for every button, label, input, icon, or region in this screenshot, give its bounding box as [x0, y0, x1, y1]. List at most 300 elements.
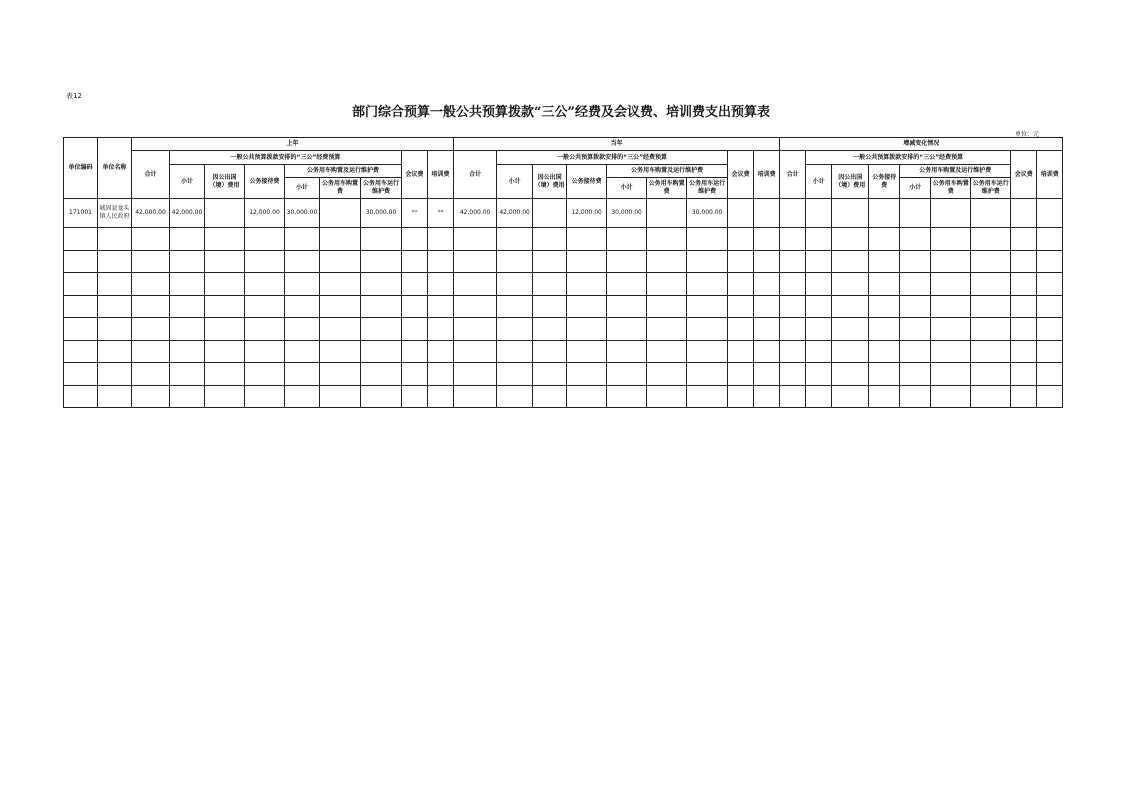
empty-cell — [361, 385, 402, 408]
empty-cell — [402, 228, 428, 251]
header-curr-three-public: 一般公共预算拨款安排的“三公”经费预算 — [497, 151, 728, 165]
empty-cell — [170, 250, 205, 273]
cell-prev-training: ** — [428, 199, 454, 228]
empty-cell — [900, 250, 931, 273]
empty-cell — [132, 363, 170, 386]
empty-cell — [728, 363, 754, 386]
empty-cell — [245, 363, 285, 386]
empty-cell — [245, 340, 285, 363]
empty-cell — [533, 385, 567, 408]
header-change-training: 培训费 — [1037, 151, 1063, 199]
header-unit-name: 单位名称 — [98, 138, 132, 199]
header-prev-vehicle: 公务用车购置及运行维护费 — [285, 165, 402, 178]
empty-cell — [285, 250, 320, 273]
empty-cell — [607, 250, 647, 273]
cell-prev-vehicle-operation: 30,000.00 — [361, 199, 402, 228]
empty-cell — [64, 228, 98, 251]
empty-cell — [64, 250, 98, 273]
empty-cell — [687, 340, 728, 363]
empty-cell — [1011, 295, 1037, 318]
empty-cell — [806, 295, 832, 318]
header-unit-code: 单位编码 — [64, 138, 98, 199]
empty-cell — [869, 363, 900, 386]
empty-cell — [320, 273, 361, 296]
empty-cell — [1011, 363, 1037, 386]
empty-cell — [497, 318, 533, 341]
header-curr-abroad: 因公出国（境）费用 — [533, 165, 567, 199]
empty-cell — [1011, 273, 1037, 296]
cell-prev-abroad — [205, 199, 245, 228]
empty-cell — [971, 363, 1011, 386]
cell-prev-total: 42,000.00 — [132, 199, 170, 228]
empty-cell — [806, 318, 832, 341]
empty-cell — [971, 273, 1011, 296]
cell-curr-total: 42,000.00 — [454, 199, 497, 228]
empty-cell — [285, 385, 320, 408]
empty-cell — [1011, 385, 1037, 408]
cell-curr-training — [754, 199, 780, 228]
empty-cell — [780, 273, 806, 296]
empty-cell — [205, 273, 245, 296]
empty-cell — [428, 340, 454, 363]
cell-change-vehicle-purchase — [931, 199, 971, 228]
empty-cell — [361, 273, 402, 296]
table-row-empty — [64, 363, 1063, 386]
empty-cell — [607, 295, 647, 318]
header-curr-meeting: 会议费 — [728, 151, 754, 199]
empty-cell — [971, 385, 1011, 408]
empty-cell — [428, 318, 454, 341]
empty-cell — [98, 318, 132, 341]
empty-cell — [728, 228, 754, 251]
empty-cell — [402, 385, 428, 408]
empty-cell — [806, 363, 832, 386]
empty-cell — [1037, 385, 1063, 408]
empty-cell — [320, 228, 361, 251]
empty-cell — [132, 250, 170, 273]
empty-cell — [780, 228, 806, 251]
empty-cell — [607, 273, 647, 296]
header-curr-vehicle: 公务用车购置及运行维护费 — [607, 165, 728, 178]
empty-cell — [647, 295, 687, 318]
empty-cell — [64, 295, 98, 318]
empty-cell — [64, 385, 98, 408]
empty-cell — [931, 318, 971, 341]
empty-cell — [1011, 318, 1037, 341]
empty-cell — [567, 273, 607, 296]
empty-cell — [832, 228, 869, 251]
empty-cell — [806, 340, 832, 363]
empty-cell — [98, 363, 132, 386]
empty-cell — [428, 273, 454, 296]
cell-unit-code: 171001 — [64, 199, 98, 228]
empty-cell — [454, 385, 497, 408]
empty-cell — [402, 340, 428, 363]
cell-change-meeting — [1011, 199, 1037, 228]
empty-cell — [567, 228, 607, 251]
empty-cell — [454, 273, 497, 296]
empty-cell — [361, 340, 402, 363]
empty-cell — [533, 363, 567, 386]
empty-cell — [454, 295, 497, 318]
empty-cell — [428, 250, 454, 273]
empty-cell — [285, 228, 320, 251]
empty-cell — [1037, 250, 1063, 273]
page-title: 部门综合预算一般公共预算拨款“三公”经费及会议费、培训费支出预算表 — [352, 105, 770, 120]
header-change-vehicle-subtotal: 小计 — [900, 178, 931, 199]
cell-change-abroad — [832, 199, 869, 228]
empty-cell — [170, 385, 205, 408]
empty-cell — [98, 340, 132, 363]
empty-cell — [754, 385, 780, 408]
empty-cell — [806, 273, 832, 296]
empty-cell — [428, 295, 454, 318]
empty-cell — [754, 295, 780, 318]
empty-cell — [647, 273, 687, 296]
empty-cell — [780, 250, 806, 273]
empty-cell — [170, 363, 205, 386]
empty-cell — [647, 385, 687, 408]
header-prev-subtotal: 小计 — [170, 165, 205, 199]
empty-cell — [780, 340, 806, 363]
empty-cell — [285, 318, 320, 341]
empty-cell — [454, 363, 497, 386]
empty-cell — [687, 273, 728, 296]
cell-curr-subtotal: 42,000.00 — [497, 199, 533, 228]
header-curr-training: 培训费 — [754, 151, 780, 199]
empty-cell — [132, 385, 170, 408]
empty-cell — [832, 318, 869, 341]
header-change-total: 合计 — [780, 151, 806, 199]
empty-cell — [245, 250, 285, 273]
empty-cell — [754, 273, 780, 296]
empty-cell — [205, 340, 245, 363]
empty-cell — [170, 273, 205, 296]
empty-cell — [428, 385, 454, 408]
table-row-empty — [64, 273, 1063, 296]
empty-cell — [900, 228, 931, 251]
empty-cell — [647, 318, 687, 341]
empty-cell — [497, 340, 533, 363]
empty-cell — [832, 340, 869, 363]
header-change-vehicle-purchase: 公务用车购置费 — [931, 178, 971, 199]
empty-cell — [285, 340, 320, 363]
empty-cell — [1037, 340, 1063, 363]
empty-cell — [728, 385, 754, 408]
empty-cell — [245, 273, 285, 296]
empty-cell — [728, 273, 754, 296]
empty-cell — [245, 228, 285, 251]
empty-cell — [687, 318, 728, 341]
empty-cell — [170, 318, 205, 341]
table-row-empty — [64, 318, 1063, 341]
header-change-vehicle: 公务用车购置及运行维护费 — [900, 165, 1011, 178]
empty-cell — [832, 363, 869, 386]
empty-cell — [497, 228, 533, 251]
empty-cell — [931, 273, 971, 296]
empty-cell — [780, 318, 806, 341]
empty-cell — [869, 295, 900, 318]
empty-cell — [1011, 340, 1037, 363]
empty-cell — [647, 228, 687, 251]
empty-cell — [607, 340, 647, 363]
cell-curr-abroad — [533, 199, 567, 228]
empty-cell — [402, 363, 428, 386]
empty-cell — [869, 340, 900, 363]
empty-cell — [869, 250, 900, 273]
empty-cell — [754, 340, 780, 363]
empty-cell — [361, 228, 402, 251]
empty-cell — [971, 250, 1011, 273]
empty-cell — [971, 340, 1011, 363]
empty-cell — [754, 228, 780, 251]
cell-curr-reception: 12,000.00 — [567, 199, 607, 228]
cell-change-reception — [869, 199, 900, 228]
empty-cell — [64, 273, 98, 296]
table-row-empty — [64, 228, 1063, 251]
header-curr-vehicle-purchase: 公务用车购置费 — [647, 178, 687, 199]
header-row-2 — [64, 151, 1063, 165]
empty-cell — [832, 250, 869, 273]
empty-cell — [245, 385, 285, 408]
empty-cell — [533, 340, 567, 363]
empty-cell — [533, 250, 567, 273]
empty-cell — [869, 228, 900, 251]
empty-cell — [687, 363, 728, 386]
header-change: 增减变化情况 — [780, 138, 1063, 151]
empty-cell — [533, 318, 567, 341]
empty-cell — [780, 385, 806, 408]
header-prev-training: 培训费 — [428, 151, 454, 199]
empty-cell — [497, 273, 533, 296]
empty-cell — [64, 318, 98, 341]
header-prev-vehicle-operation: 公务用车运行维护费 — [361, 178, 402, 199]
empty-cell — [98, 273, 132, 296]
empty-cell — [205, 385, 245, 408]
empty-cell — [900, 385, 931, 408]
empty-cell — [497, 250, 533, 273]
empty-cell — [132, 318, 170, 341]
cell-curr-meeting — [728, 199, 754, 228]
empty-cell — [245, 318, 285, 341]
empty-cell — [361, 318, 402, 341]
empty-cell — [205, 228, 245, 251]
empty-cell — [931, 228, 971, 251]
header-change-three-public: 一般公共预算拨款安排的“三公”经费预算 — [806, 151, 1011, 165]
empty-cell — [647, 250, 687, 273]
empty-cell — [806, 228, 832, 251]
cell-change-vehicle-operation — [971, 199, 1011, 228]
empty-cell — [245, 295, 285, 318]
empty-cell — [971, 295, 1011, 318]
empty-cell — [687, 385, 728, 408]
cell-curr-vehicle-purchase — [647, 199, 687, 228]
budget-table — [63, 137, 1063, 408]
empty-cell — [98, 250, 132, 273]
empty-cell — [320, 250, 361, 273]
empty-cell — [806, 250, 832, 273]
sheet-label: 表12 — [66, 92, 82, 100]
empty-cell — [780, 363, 806, 386]
table-row-empty — [64, 385, 1063, 408]
empty-cell — [533, 273, 567, 296]
empty-cell — [754, 250, 780, 273]
empty-cell — [205, 250, 245, 273]
empty-cell — [971, 228, 1011, 251]
header-prev-three-public: 一般公共预算拨款安排的“三公”经费预算 — [170, 151, 402, 165]
empty-cell — [1011, 250, 1037, 273]
empty-cell — [687, 295, 728, 318]
empty-cell — [320, 363, 361, 386]
header-prev-meeting: 会议费 — [402, 151, 428, 199]
empty-cell — [728, 340, 754, 363]
empty-cell — [361, 295, 402, 318]
cell-curr-vehicle-subtotal: 30,000.00 — [607, 199, 647, 228]
empty-cell — [869, 385, 900, 408]
empty-cell — [728, 318, 754, 341]
empty-cell — [402, 250, 428, 273]
unit-label: 单位：元 — [1015, 131, 1040, 138]
empty-cell — [428, 228, 454, 251]
cell-change-vehicle-subtotal — [900, 199, 931, 228]
empty-cell — [687, 228, 728, 251]
header-row-1 — [64, 138, 1063, 151]
header-change-reception: 公务接待费 — [869, 165, 900, 199]
header-prev-reception: 公务接待费 — [245, 165, 285, 199]
cell-prev-reception: 12,000.00 — [245, 199, 285, 228]
empty-cell — [454, 228, 497, 251]
empty-cell — [454, 318, 497, 341]
empty-cell — [900, 318, 931, 341]
empty-cell — [900, 363, 931, 386]
cell-prev-meeting: ** — [402, 199, 428, 228]
empty-cell — [170, 228, 205, 251]
empty-cell — [132, 295, 170, 318]
empty-cell — [832, 385, 869, 408]
empty-cell — [205, 363, 245, 386]
empty-cell — [64, 340, 98, 363]
empty-cell — [170, 340, 205, 363]
empty-cell — [205, 318, 245, 341]
header-prev-vehicle-purchase: 公务用车购置费 — [320, 178, 361, 199]
empty-cell — [869, 318, 900, 341]
empty-cell — [687, 250, 728, 273]
empty-cell — [607, 385, 647, 408]
empty-cell — [98, 228, 132, 251]
empty-cell — [64, 363, 98, 386]
cell-prev-subtotal: 42,000.00 — [170, 199, 205, 228]
empty-cell — [607, 228, 647, 251]
empty-cell — [320, 385, 361, 408]
header-curr-vehicle-operation: 公务用车运行维护费 — [687, 178, 728, 199]
empty-cell — [402, 318, 428, 341]
header-change-abroad: 因公出国（境）费用 — [832, 165, 869, 199]
empty-cell — [205, 295, 245, 318]
empty-cell — [931, 250, 971, 273]
empty-cell — [728, 295, 754, 318]
header-curr-reception: 公务接待费 — [567, 165, 607, 199]
empty-cell — [1037, 228, 1063, 251]
empty-cell — [567, 340, 607, 363]
cell-change-total — [780, 199, 806, 228]
empty-cell — [1037, 363, 1063, 386]
empty-cell — [607, 318, 647, 341]
cell-unit-name: 城固县龙头镇人民政府 — [98, 199, 132, 228]
empty-cell — [647, 363, 687, 386]
empty-cell — [754, 363, 780, 386]
empty-cell — [832, 295, 869, 318]
empty-cell — [454, 250, 497, 273]
empty-cell — [931, 363, 971, 386]
table-row-empty — [64, 340, 1063, 363]
header-curr-total: 合计 — [454, 151, 497, 199]
empty-cell — [98, 385, 132, 408]
empty-cell — [647, 340, 687, 363]
table-row — [64, 199, 1063, 228]
cell-curr-vehicle-operation: 30,000.00 — [687, 199, 728, 228]
empty-cell — [1037, 273, 1063, 296]
empty-cell — [285, 295, 320, 318]
empty-cell — [497, 363, 533, 386]
empty-cell — [132, 340, 170, 363]
cell-change-subtotal — [806, 199, 832, 228]
empty-cell — [533, 228, 567, 251]
header-prev-vehicle-subtotal: 小计 — [285, 178, 320, 199]
table-row-empty — [64, 250, 1063, 273]
empty-cell — [285, 363, 320, 386]
header-prev-total: 合计 — [132, 151, 170, 199]
empty-cell — [832, 273, 869, 296]
empty-cell — [754, 318, 780, 341]
empty-cell — [931, 295, 971, 318]
empty-cell — [806, 385, 832, 408]
empty-cell — [361, 250, 402, 273]
header-row-3 — [64, 165, 1063, 178]
empty-cell — [132, 228, 170, 251]
header-prev-abroad: 因公出国（境）费用 — [205, 165, 245, 199]
header-change-subtotal: 小计 — [806, 165, 832, 199]
empty-cell — [567, 318, 607, 341]
cell-prev-vehicle-purchase — [320, 199, 361, 228]
empty-cell — [170, 295, 205, 318]
empty-cell — [1037, 318, 1063, 341]
empty-cell — [1011, 228, 1037, 251]
empty-cell — [931, 340, 971, 363]
empty-cell — [567, 250, 607, 273]
empty-cell — [320, 295, 361, 318]
empty-cell — [402, 295, 428, 318]
empty-cell — [931, 385, 971, 408]
cell-prev-vehicle-subtotal: 30,000.00 — [285, 199, 320, 228]
empty-cell — [900, 273, 931, 296]
empty-cell — [971, 318, 1011, 341]
empty-cell — [1037, 295, 1063, 318]
header-change-meeting: 会议费 — [1011, 151, 1037, 199]
header-curr-vehicle-subtotal: 小计 — [607, 178, 647, 199]
empty-cell — [900, 340, 931, 363]
cell-change-training — [1037, 199, 1063, 228]
empty-cell — [567, 363, 607, 386]
empty-cell — [869, 273, 900, 296]
table-row-empty — [64, 295, 1063, 318]
empty-cell — [728, 250, 754, 273]
empty-cell — [320, 318, 361, 341]
empty-cell — [567, 295, 607, 318]
empty-cell — [533, 295, 567, 318]
empty-cell — [428, 363, 454, 386]
empty-cell — [780, 295, 806, 318]
empty-cell — [402, 273, 428, 296]
